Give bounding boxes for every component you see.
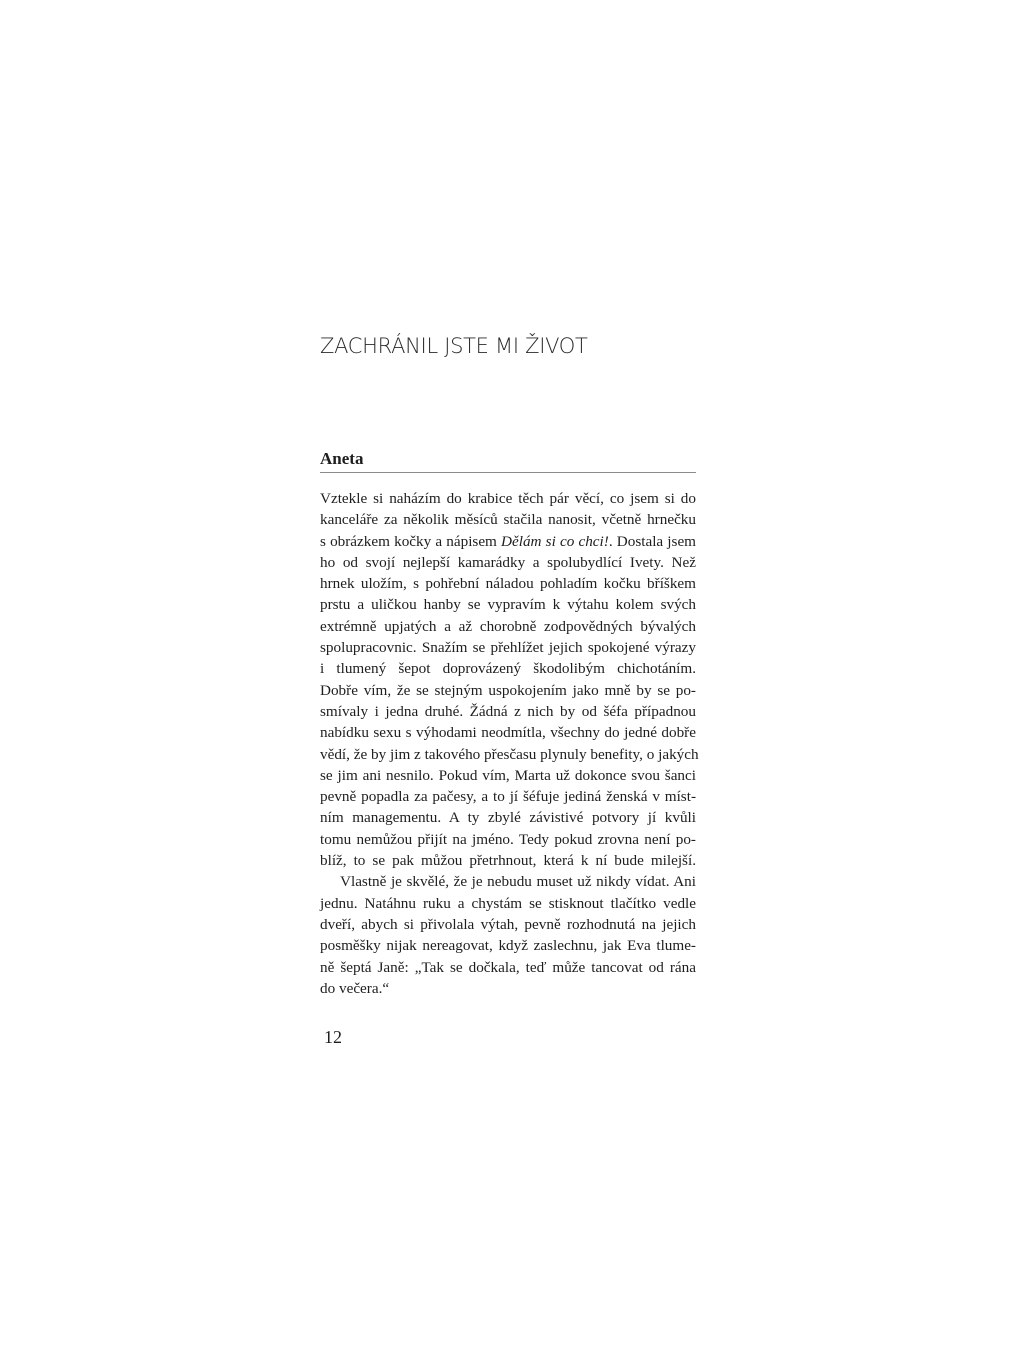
text-line: hrnek uložím, s pohřební náladou pohladím kočku bříškem xyxy=(320,575,696,593)
text-line: spolupracovnic. Snažím se přehlížet jejich spokojené výrazy xyxy=(320,639,696,657)
text-line: tomu nemůžou přijít na jméno. Tedy pokud zrovna není po- xyxy=(320,830,696,848)
italic-book-title: Dělám si co chci! xyxy=(501,532,609,550)
text-line: nabídku sexu s výhodami neodmítla, všechny do jedné dobře xyxy=(320,724,696,742)
text-line: ně šeptá Janě: „Tak se dočkala, teď může tancovat od rána xyxy=(320,958,696,976)
text-line: ho od svojí nejlepší kamarádky a spolubydlící Ivety. Než xyxy=(320,553,696,571)
text-fragment: s obrázkem kočky a nápisem xyxy=(320,532,497,550)
text-line: extrémně upjatých a až chorobně zodpovědných bývalých xyxy=(320,617,696,635)
text-line: jednu. Natáhnu ruku a chystám se stisknout tlačítko vedle xyxy=(320,894,696,912)
text-line: i tlumený šepot doprovázený škodolibým chichotáním. xyxy=(320,660,696,678)
text-line: pevně popadla za pačesy, a to jí šéfuje jediná ženská v míst- xyxy=(320,788,696,806)
text-line: blíž, to se pak můžou přetrhnout, která k ní bude milejší. xyxy=(320,852,696,870)
text-line: Vlastně je skvělé, že je nebudu muset už nikdy vídat. Ani xyxy=(340,873,696,891)
section-heading: Aneta xyxy=(320,448,696,473)
text-line: do večera.“ xyxy=(320,979,390,997)
text-line xyxy=(320,531,696,552)
text-line: se jim ani nesnilo. Pokud vím, Marta už dokonce svou šanci xyxy=(320,766,696,784)
page-number: 12 xyxy=(324,1027,342,1047)
text-line: Dobře vím, že se stejným uspokojením jako mně by se po- xyxy=(320,681,696,699)
text-line: prstu a uličkou hanby se vypravím k výtahu kolem svých xyxy=(320,596,696,614)
body-text xyxy=(320,488,699,999)
text-fragment: . Dostala jsem xyxy=(608,532,696,550)
text-line: kanceláře za několik měsíců stačila nanosit, včetně hrnečku xyxy=(320,511,696,529)
text-line: vědí, že by jim z takového přesčasu plynuly benefity, o jakých xyxy=(320,745,699,763)
text-line: smívaly i jedna druhé. Žádná z nich by od šéfa případnou xyxy=(320,702,696,720)
text-line: dveří, abych si přivolala výtah, pevně rozhodnutá na jejich xyxy=(320,915,696,933)
text-line: posměšky nijak nereagovat, když zaslechnu, jak Eva tlume- xyxy=(320,937,696,955)
text-line: ním managementu. A ty zbylé závistivé potvory jí kvůli xyxy=(320,809,696,827)
chapter-title: ZACHRÁNIL JSTE MI ŽIVOT xyxy=(320,334,588,358)
text-line: Vztekle si naházím do krabice těch pár věcí, co jsem si do xyxy=(320,490,696,507)
